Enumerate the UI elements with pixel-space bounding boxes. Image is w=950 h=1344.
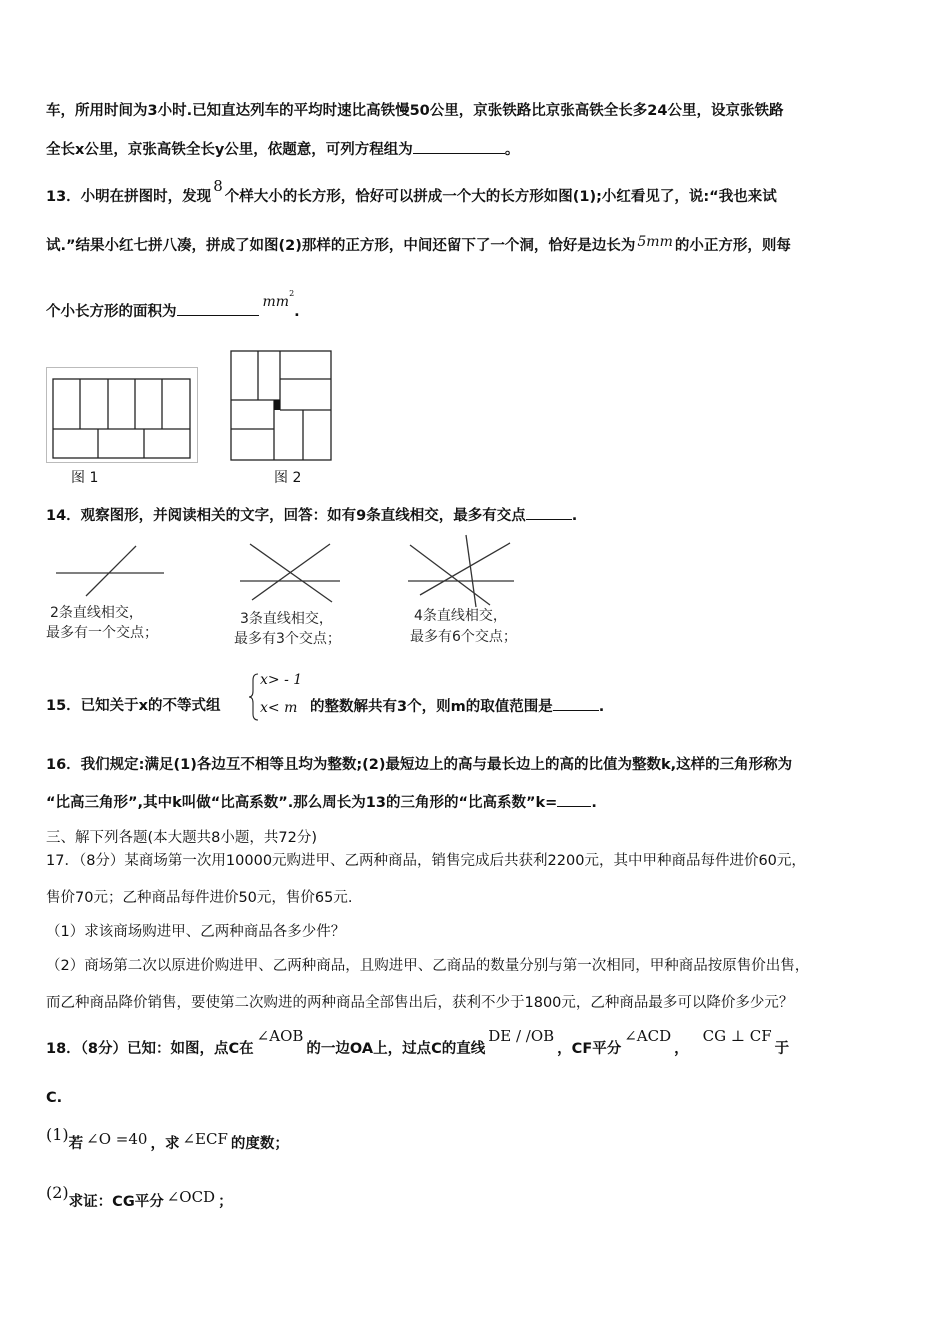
q17-line1: 17．（8分）某商场第一次用10000元购进甲、乙两种商品，销售完成后共获利2200元，其中甲种商品每件进价60元， — [46, 853, 806, 869]
q18-part2: (2)求证：CG平分 ∠OCD ； — [46, 1183, 233, 1210]
q18-part2-num: (2) — [46, 1183, 69, 1202]
q12-line1: 车，所用时间为3小时.已知直达列车的平均时速比高铁慢50公里，京张铁路比京张高铁全长多24公里，设京张铁路 — [46, 103, 784, 119]
q14-fig3-label1: 4条直线相交， — [414, 608, 507, 624]
section3-title: 三、解下列各题(本大题共8小题，共72分) — [46, 830, 317, 846]
fig2-hole — [274, 400, 280, 410]
q13-unit-sup: 2 — [289, 289, 295, 298]
q18-cond-o40: ∠O =40 — [86, 1130, 148, 1148]
q17-part1: （1）求该商场购进甲、乙两种商品各多少件？ — [46, 924, 346, 940]
q13-num-eight: 8 — [213, 177, 223, 195]
q14-figure-4lines — [406, 533, 518, 607]
q14-answer-blank[interactable] — [526, 505, 572, 520]
q15-brace — [248, 672, 260, 722]
q13-hole-size: 5mm — [637, 234, 673, 250]
q13-figure1 — [46, 367, 198, 463]
q18-line1: 18．（8分）已知：如图，点C在∠AOB的一边OA上，过点C的直线DE / /OB，CF平分∠ACD，CG ⊥ CF于 — [46, 1027, 790, 1057]
q14-figure-2lines — [50, 542, 170, 602]
q13-fig2-caption: 图 2 — [274, 470, 302, 486]
q15-ineq2: x< m — [260, 700, 298, 716]
q16-line2: “比高三角形”,其中k叫做“比高系数”.那么周长为13的三角形的“比高系数”k= . — [46, 792, 597, 813]
q14-figure-3lines — [236, 540, 346, 606]
q18-angle-aob: ∠AOB — [256, 1027, 304, 1045]
q18-line2: C. — [46, 1090, 63, 1106]
fig1-frame — [47, 368, 198, 463]
fig1-outer-rect — [53, 379, 190, 458]
q13-answer-blank[interactable] — [177, 301, 259, 316]
q14-fig2-label1: 3条直线相交， — [240, 611, 333, 627]
q14-fig3-label2: 最多有6个交点； — [410, 629, 517, 645]
q14-fig2-label2: 最多有3个交点； — [234, 631, 341, 647]
q15-ineq1: x> - 1 — [260, 672, 303, 688]
q13-line3: 个小长方形的面积为$mm^2$. — [46, 289, 300, 320]
q15-text-b: 的整数解共有3个，则m的取值范围是 . — [310, 696, 604, 717]
q15-text-a: 15．已知关于x的不等式组 — [46, 698, 221, 714]
q18-de-parallel-ob: DE / /OB — [488, 1027, 555, 1045]
q13-figure2 — [230, 350, 332, 462]
q18-part1: (1)若 ∠O =40 ，求 ∠ECF 的度数； — [46, 1125, 289, 1152]
q15-answer-blank[interactable] — [553, 696, 599, 711]
q18-part1-num: (1) — [46, 1125, 69, 1144]
q14-fig1-label2: 最多有一个交点； — [46, 625, 158, 641]
q17-part2-line1: （2）商场第二次以原进价购进甲、乙两种商品，且购进甲、乙商品的数量分别与第一次相同，甲种商品按原售价出售， — [46, 958, 810, 974]
q18-angle-acd: ∠ACD — [624, 1027, 672, 1045]
q13-fig1-caption: 图 1 — [71, 470, 99, 486]
q13-unit: mm — [262, 293, 290, 310]
q16-answer-blank[interactable] — [557, 792, 591, 807]
q17-line2: 售价70元；乙种商品每件进价50元，售价65元. — [46, 890, 353, 906]
q13-line2: 试.”结果小红七拼八凑，拼成了如图(2)那样的正方形，中间还留下了一个洞，恰好是边长为 5mm 的小正方形，则每 — [46, 234, 791, 254]
q18-angle-ocd: ∠OCD — [166, 1188, 216, 1206]
q18-cg-perp-cf: CG ⊥ CF — [702, 1027, 772, 1045]
q17-part2-line2: 而乙种商品降价销售，要使第二次购进的两种商品全部售出后，获利不少于1800元，乙种商品最多可以降价多少元？ — [46, 995, 794, 1011]
q14-fig1-label1: 2条直线相交， — [50, 605, 143, 621]
q18-angle-ecf: ∠ECF — [182, 1130, 228, 1148]
q13-line1: 13．小明在拼图时，发现8个样大小的长方形，恰好可以拼成一个大的长方形如图(1);小红看见了，说:“我也来试 — [46, 177, 777, 205]
q14-question: 14．观察图形，并阅读相关的文字，回答：如有9条直线相交，最多有交点 . — [46, 505, 577, 526]
q12-line2: 全长x公里，京张高铁全长y公里，依题意，可列方程组为 。 — [46, 139, 519, 160]
q12-answer-blank[interactable] — [413, 139, 505, 154]
fig2-outer-square — [231, 351, 331, 460]
q16-line1: 16．我们规定:满足(1)各边互不相等且均为整数;(2)最短边上的高与最长边上的高的比值为整数k,这样的三角形称为 — [46, 757, 793, 773]
